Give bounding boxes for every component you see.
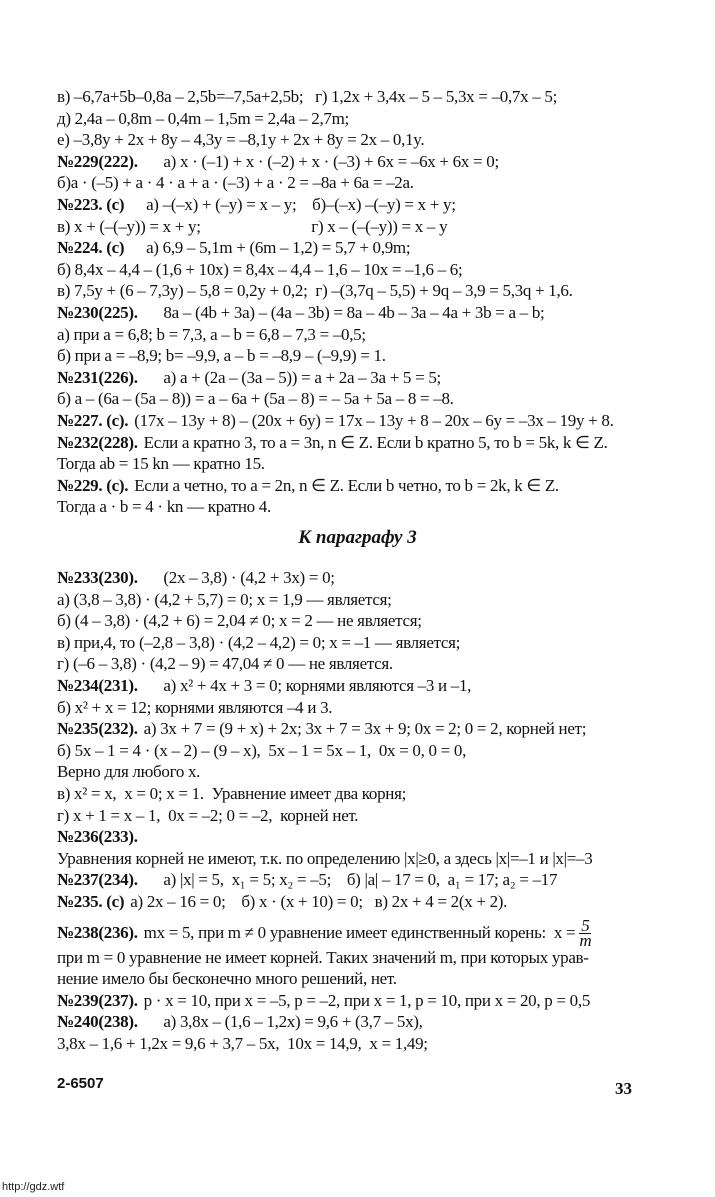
text-line <box>57 697 697 719</box>
problem-number: №238(236). <box>57 922 138 942</box>
text-line <box>57 610 697 632</box>
text-line <box>57 968 697 990</box>
problem-number: №235. (с) <box>57 891 125 911</box>
text-line <box>57 653 697 675</box>
text-line <box>57 1011 697 1033</box>
fraction-numerator: 5 <box>581 916 590 936</box>
line-text: в) x² = x, x = 0; x = 1. Уравнение имеет два корня; <box>57 783 407 803</box>
text-line <box>57 453 697 475</box>
section-heading: К параграфу 3 <box>298 527 417 548</box>
line-text: Верно для любого x. <box>57 762 201 782</box>
line-text: а) |x| = 5, x₁ = 5; x₂ = –5; б) |a| – 17 = 0, a₁ = 17; a₂ = –17 <box>143 870 558 890</box>
line-text: (17x – 13y + 8) – (20x + 6y) = 17x – 13y + 8 – 20x – 6y = –3x – 19y + 8. <box>134 410 614 430</box>
text-line <box>57 216 697 238</box>
line-text: а) 3x + 7 = (9 + x) + 2x; 3x + 7 = 3x + 9; 0x = 2; 0 = 2, корней нет; <box>143 719 587 739</box>
text-line <box>57 567 697 589</box>
line-text: б) x² + x = 12; корнями являются –4 и 3. <box>57 697 333 717</box>
line-text: а) 6,9 – 5,1m + (6m – 1,2) = 5,7 + 0,9m; <box>130 238 411 258</box>
problem-number: №230(225). <box>57 302 138 322</box>
fraction-denominator: m <box>579 931 592 951</box>
page-number: 33 <box>615 1079 632 1098</box>
text-line <box>57 108 697 130</box>
text-line <box>57 194 697 216</box>
problem-number: №235(232). <box>57 719 138 739</box>
problem-number: №240(238). <box>57 1012 138 1032</box>
line-text: б) 5x – 1 = 4 · (x – 2) – (9 – x), 5x – 1 = 5x – 1, 0x = 0, 0 = 0, <box>57 740 467 760</box>
text-line <box>57 761 697 783</box>
text-line <box>57 783 697 805</box>
text-line <box>57 848 697 870</box>
text-line <box>57 280 697 302</box>
line-text: г) x + 1 = x – 1, 0x = –2; 0 = –2, корней нет. <box>57 805 359 825</box>
text-line <box>57 259 697 281</box>
text-line <box>57 740 697 762</box>
problem-number: №232(228). <box>57 432 138 452</box>
line-text: б)a · (–5) + a · 4 · a + a · (–3) + a · 2 = –8a + 6a = –2a. <box>57 173 414 193</box>
text-line <box>57 589 697 611</box>
solutions-block-2 <box>57 567 697 1054</box>
problem-number: №229. (с). <box>57 475 129 495</box>
line-text: в) при,4, то (–2,8 – 3,8) · (4,2 – 4,2) = 0; x = –1 — является; <box>57 632 461 652</box>
line-text: г) (–6 – 3,8) · (4,2 – 9) = 47,04 ≠ 0 — не является. <box>57 654 393 674</box>
problem-number: №237(234). <box>57 870 138 890</box>
line-text: а) a + (2a – (3a – 5)) = a + 2a – 3a + 5 = 5; <box>143 367 441 387</box>
line-text: в) 7,5y + (6 – 7,3y) – 5,8 = 0,2y + 0,2; г) –(3,7q – 5,5) + 9q – 3,9 = 5,3q + 1,6. <box>57 281 573 301</box>
text-line <box>57 172 697 194</box>
problem-number: №236(233). <box>57 827 138 847</box>
line-text: а) 2x – 16 = 0; б) x · (x + 10) = 0; в) 2x + 4 = 2(x + 2). <box>130 891 508 911</box>
line-text: Уравнения корней не имеют, т.к. по определению |x|≥0, а здесь |x|=–1 и |x|=–3 <box>57 848 593 868</box>
line-text: в) x + (–(–y)) = x + y; г) x – (–(–y)) = x – y <box>57 216 448 236</box>
text-line <box>57 324 697 346</box>
line-text: при m = 0 уравнение не имеет корней. Таких значений m, при которых урав- <box>57 947 589 967</box>
text-line <box>57 237 697 259</box>
line-text: а) 3,8x – (1,6 – 1,2x) = 9,6 + (3,7 – 5x), <box>143 1012 423 1032</box>
text-line <box>57 302 697 324</box>
line-text: а) при a = 6,8; b = 7,3, a – b = 6,8 – 7,3 = –0,5; <box>57 324 366 344</box>
text-line <box>57 718 697 740</box>
text-line <box>57 1033 697 1055</box>
line-text: в) –6,7a+5b–0,8a – 2,5b=–7,5a+2,5b; г) 1,2x + 3,4x – 5 – 5,3x = –0,7x – 5; <box>57 87 558 106</box>
text-line <box>57 826 697 848</box>
text-line <box>57 675 697 697</box>
line-text: Если a четно, то a = 2n, n ∈ Z. Если b четно, то b = 2k, k ∈ Z. <box>134 475 559 495</box>
text-line <box>57 151 697 173</box>
problem-number: №233(230). <box>57 568 138 587</box>
line-text: Если a кратно 3, то a = 3n, n ∈ Z. Если b кратно 5, то b = 5k, k ∈ Z. <box>143 432 608 452</box>
line-text: а) (3,8 – 3,8) · (4,2 + 5,7) = 0; x = 1,9 — является; <box>57 589 392 609</box>
line-text: б) при a = –8,9; b= –9,9, a – b = –8,9 – (–9,9) = 1. <box>57 346 386 366</box>
text-line <box>57 86 697 108</box>
line-text: б) a – (6a – (5a – 8)) = a – 6a + (5a – 8) = – 5a + 5a – 8 = –8. <box>57 389 454 409</box>
text-line <box>57 496 697 518</box>
text-line <box>57 345 697 367</box>
line-text: 3,8x – 1,6 + 1,2x = 9,6 + 3,7 – 5x, 10x = 14,9, x = 1,49; <box>57 1033 428 1053</box>
text-line <box>57 990 697 1012</box>
problem-number: №224. (с) <box>57 238 125 258</box>
solutions-block-1 <box>57 86 697 518</box>
fraction <box>579 916 592 951</box>
line-text: Тогда ab = 15 kn — кратно 15. <box>57 454 265 474</box>
text-line <box>57 388 697 410</box>
print-code: 2-6507 <box>57 1075 104 1092</box>
line-text: д) 2,4a – 0,8m – 0,4m – 1,5m = 2,4a – 2,7m; <box>57 108 349 128</box>
problem-number: №229(222). <box>57 151 138 171</box>
line-text: а) –(–x) + (–y) = x – y; б)–(–x) –(–y) = x + y; <box>130 194 456 214</box>
text-line <box>57 475 697 497</box>
line-text: а) x · (–1) + x · (–2) + x · (–3) + 6x = –6x + 6x = 0; <box>143 151 499 171</box>
line-text: mx = 5, при m ≠ 0 уравнение имеет единственный корень: x = <box>143 922 576 942</box>
text-line <box>57 913 697 951</box>
line-text: а) x² + 4x + 3 = 0; корнями являются –3 и –1, <box>143 675 472 695</box>
watermark-link[interactable]: http://gdz.wtf <box>2 1181 65 1193</box>
line-text: б) 8,4x – 4,4 – (1,6 + 10x) = 8,4x – 4,4 – 1,6 – 10x = –1,6 – 6; <box>57 259 463 279</box>
problem-number: №231(226). <box>57 367 138 387</box>
line-text: е) –3,8y + 2x + 8y – 4,3y = –8,1y + 2x + 8y = 2x – 0,1y. <box>57 130 425 150</box>
text-line <box>57 367 697 389</box>
problem-number: №239(237). <box>57 990 138 1010</box>
text-line <box>57 805 697 827</box>
text-line <box>57 869 697 891</box>
text-line <box>57 129 697 151</box>
text-line <box>57 891 697 913</box>
text-line <box>57 432 697 454</box>
problem-number: №227. (с). <box>57 410 129 430</box>
problem-number: №234(231). <box>57 675 138 695</box>
line-text: нение имело бы бесконечно много решений, нет. <box>57 969 397 989</box>
line-text: p · x = 10, при x = –5, p = –2, при x = 1, p = 10, при x = 20, p = 0,5 <box>143 990 591 1010</box>
text-line <box>57 410 697 432</box>
problem-number: №223. (с) <box>57 194 125 214</box>
line-text: б) (4 – 3,8) · (4,2 + 6) = 2,04 ≠ 0; x = 2 — не является; <box>57 611 422 631</box>
line-text: 8a – (4b + 3a) – (4a – 3b) = 8a – 4b – 3a – 4a + 3b = a – b; <box>143 302 545 322</box>
line-text: Тогда a · b = 4 · kn — кратно 4. <box>57 497 271 517</box>
line-text: (2x – 3,8) · (4,2 + 3x) = 0; <box>143 568 335 587</box>
text-line <box>57 947 697 969</box>
text-line <box>57 632 697 654</box>
